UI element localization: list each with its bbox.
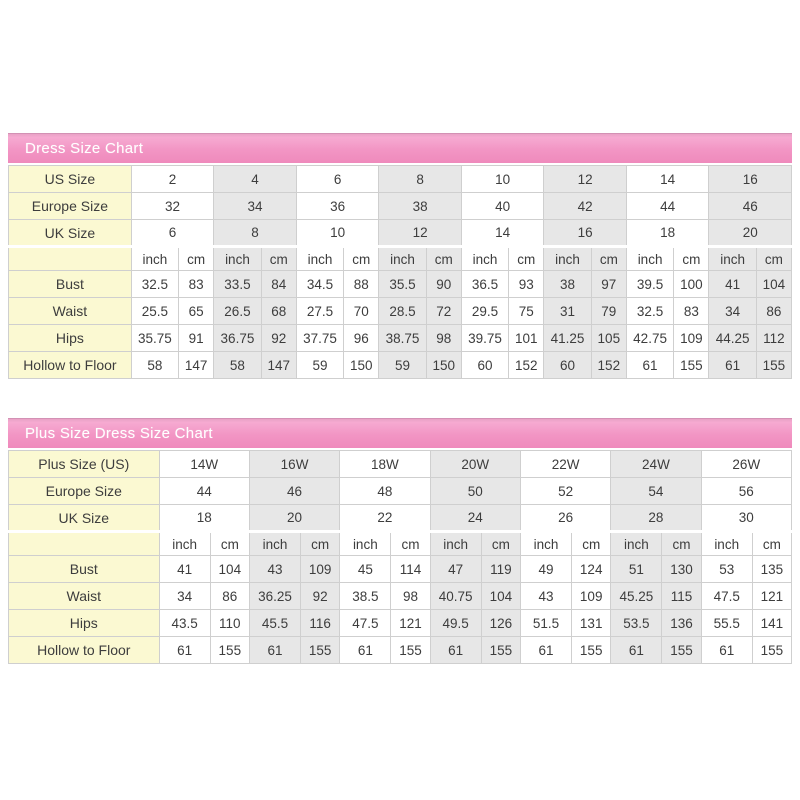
row-label: Hips — [9, 325, 132, 352]
size-value-cell: 10 — [296, 220, 379, 247]
row-label: Bust — [9, 271, 132, 298]
unit-header-cell: inch — [340, 532, 391, 556]
measurement-inch-cell: 47.5 — [701, 583, 752, 610]
size-value-cell: 16 — [544, 220, 627, 247]
size-value-cell: 50 — [430, 478, 520, 505]
size-value-cell: 54 — [611, 478, 701, 505]
measurement-cm-cell: 155 — [674, 352, 709, 379]
measurement-inch-cell: 44.25 — [709, 325, 756, 352]
size-table — [8, 450, 792, 664]
size-value-cell: 6 — [131, 220, 214, 247]
measurement-inch-cell: 58 — [214, 352, 261, 379]
measurement-inch-cell: 34.5 — [296, 271, 343, 298]
unit-header-cell: cm — [662, 532, 701, 556]
unit-header-cell: cm — [426, 247, 461, 271]
measurement-inch-cell: 25.5 — [131, 298, 178, 325]
measurement-inch-cell: 61 — [430, 637, 481, 664]
size-value-cell: 18 — [159, 505, 249, 532]
row-label: UK Size — [9, 220, 132, 247]
measurement-cm-cell: 68 — [261, 298, 296, 325]
measurement-inch-cell: 45.25 — [611, 583, 662, 610]
size-value-cell: 26 — [520, 505, 610, 532]
measurement-inch-cell: 43 — [520, 583, 571, 610]
measurement-cm-cell: 136 — [662, 610, 701, 637]
measurement-cm-cell: 93 — [509, 271, 544, 298]
unit-header-cell: cm — [179, 247, 214, 271]
unit-header-cell: cm — [674, 247, 709, 271]
size-value-cell: 20 — [709, 220, 792, 247]
measurement-inch-cell: 42.75 — [626, 325, 673, 352]
size-value-cell: 12 — [379, 220, 462, 247]
size-value-cell: 38 — [379, 193, 462, 220]
measurement-inch-cell: 53.5 — [611, 610, 662, 637]
measurement-cm-cell: 109 — [572, 583, 611, 610]
measurement-cm-cell: 72 — [426, 298, 461, 325]
size-value-cell: 20W — [430, 451, 520, 478]
measurement-inch-cell: 33.5 — [214, 271, 261, 298]
row-label: Hollow to Floor — [9, 352, 132, 379]
measurement-cm-cell: 92 — [261, 325, 296, 352]
unit-header-cell: inch — [544, 247, 591, 271]
measurement-cm-cell: 155 — [572, 637, 611, 664]
measurement-cm-cell: 98 — [426, 325, 461, 352]
size-table — [8, 165, 792, 379]
measurement-inch-cell: 39.5 — [626, 271, 673, 298]
size-row — [9, 505, 792, 532]
unit-header-cell: inch — [249, 532, 300, 556]
measurement-cm-cell: 131 — [572, 610, 611, 637]
measurement-cm-cell: 152 — [591, 352, 626, 379]
measurement-inch-cell: 36.5 — [461, 271, 508, 298]
row-label: Europe Size — [9, 478, 160, 505]
size-value-cell: 46 — [709, 193, 792, 220]
measurement-inch-cell: 35.5 — [379, 271, 426, 298]
measurement-inch-cell: 61 — [159, 637, 210, 664]
plus-size-dress-size-chart — [8, 418, 792, 664]
measurement-inch-cell: 61 — [520, 637, 571, 664]
measurement-cm-cell: 84 — [261, 271, 296, 298]
measurement-row — [9, 298, 792, 325]
measurement-cm-cell: 86 — [210, 583, 249, 610]
measurement-cm-cell: 86 — [756, 298, 791, 325]
size-value-cell: 24 — [430, 505, 520, 532]
unit-header-cell: cm — [752, 532, 791, 556]
unit-header-cell: cm — [344, 247, 379, 271]
row-label: US Size — [9, 166, 132, 193]
size-value-cell: 34 — [214, 193, 297, 220]
measurement-inch-cell: 37.75 — [296, 325, 343, 352]
measurement-cm-cell: 100 — [674, 271, 709, 298]
measurement-inch-cell: 31 — [544, 298, 591, 325]
measurement-cm-cell: 155 — [210, 637, 249, 664]
chart-title-bar: Dress Size Chart — [8, 133, 792, 163]
measurement-cm-cell: 155 — [391, 637, 430, 664]
measurement-row — [9, 637, 792, 664]
measurement-inch-cell: 38.5 — [340, 583, 391, 610]
measurement-cm-cell: 90 — [426, 271, 461, 298]
unit-header-cell: inch — [214, 247, 261, 271]
unit-header-cell: inch — [296, 247, 343, 271]
measurement-cm-cell: 97 — [591, 271, 626, 298]
measurement-cm-cell: 147 — [261, 352, 296, 379]
measurement-inch-cell: 28.5 — [379, 298, 426, 325]
measurement-inch-cell: 35.75 — [131, 325, 178, 352]
measurement-inch-cell: 51 — [611, 556, 662, 583]
size-value-cell: 20 — [249, 505, 339, 532]
measurement-inch-cell: 51.5 — [520, 610, 571, 637]
size-value-cell: 40 — [461, 193, 544, 220]
measurement-inch-cell: 39.75 — [461, 325, 508, 352]
size-value-cell: 16 — [709, 166, 792, 193]
measurement-cm-cell: 96 — [344, 325, 379, 352]
measurement-cm-cell: 121 — [752, 583, 791, 610]
measurement-inch-cell: 61 — [701, 637, 752, 664]
measurement-inch-cell: 61 — [340, 637, 391, 664]
measurement-cm-cell: 112 — [756, 325, 791, 352]
size-value-cell: 44 — [159, 478, 249, 505]
unit-header-cell: inch — [611, 532, 662, 556]
units-row — [9, 247, 792, 271]
measurement-inch-cell: 45 — [340, 556, 391, 583]
size-value-cell: 12 — [544, 166, 627, 193]
measurement-cm-cell: 155 — [481, 637, 520, 664]
measurement-inch-cell: 38 — [544, 271, 591, 298]
measurement-inch-cell: 32.5 — [131, 271, 178, 298]
unit-header-cell: cm — [391, 532, 430, 556]
measurement-inch-cell: 26.5 — [214, 298, 261, 325]
measurement-cm-cell: 135 — [752, 556, 791, 583]
measurement-row — [9, 583, 792, 610]
measurement-inch-cell: 58 — [131, 352, 178, 379]
measurement-row — [9, 610, 792, 637]
size-value-cell: 18W — [340, 451, 430, 478]
measurement-inch-cell: 40.75 — [430, 583, 481, 610]
measurement-cm-cell: 88 — [344, 271, 379, 298]
size-value-cell: 16W — [249, 451, 339, 478]
measurement-row — [9, 325, 792, 352]
measurement-cm-cell: 75 — [509, 298, 544, 325]
measurement-inch-cell: 41 — [709, 271, 756, 298]
size-value-cell: 36 — [296, 193, 379, 220]
measurement-inch-cell: 43 — [249, 556, 300, 583]
unit-header-cell: inch — [159, 532, 210, 556]
size-value-cell: 14 — [626, 166, 709, 193]
unit-header-cell: inch — [520, 532, 571, 556]
measurement-cm-cell: 98 — [391, 583, 430, 610]
measurement-cm-cell: 101 — [509, 325, 544, 352]
row-label: Waist — [9, 583, 160, 610]
row-label: Bust — [9, 556, 160, 583]
measurement-inch-cell: 32.5 — [626, 298, 673, 325]
row-label: Plus Size (US) — [9, 451, 160, 478]
measurement-inch-cell: 47 — [430, 556, 481, 583]
size-value-cell: 14 — [461, 220, 544, 247]
measurement-inch-cell: 38.75 — [379, 325, 426, 352]
size-value-cell: 46 — [249, 478, 339, 505]
units-row — [9, 532, 792, 556]
size-value-cell: 4 — [214, 166, 297, 193]
measurement-cm-cell: 147 — [179, 352, 214, 379]
unit-header-cell: cm — [481, 532, 520, 556]
measurement-cm-cell: 152 — [509, 352, 544, 379]
measurement-inch-cell: 34 — [709, 298, 756, 325]
unit-header-cell: inch — [709, 247, 756, 271]
measurement-cm-cell: 70 — [344, 298, 379, 325]
measurement-cm-cell: 116 — [301, 610, 340, 637]
measurement-inch-cell: 27.5 — [296, 298, 343, 325]
measurement-cm-cell: 155 — [301, 637, 340, 664]
unit-header-cell: inch — [379, 247, 426, 271]
measurement-inch-cell: 61 — [709, 352, 756, 379]
row-label: UK Size — [9, 505, 160, 532]
measurement-inch-cell: 49.5 — [430, 610, 481, 637]
measurement-cm-cell: 155 — [756, 352, 791, 379]
measurement-inch-cell: 43.5 — [159, 610, 210, 637]
measurement-cm-cell: 155 — [662, 637, 701, 664]
measurement-cm-cell: 79 — [591, 298, 626, 325]
measurement-cm-cell: 115 — [662, 583, 701, 610]
size-row — [9, 166, 792, 193]
measurement-cm-cell: 124 — [572, 556, 611, 583]
measurement-row — [9, 556, 792, 583]
measurement-cm-cell: 130 — [662, 556, 701, 583]
measurement-inch-cell: 45.5 — [249, 610, 300, 637]
size-value-cell: 32 — [131, 193, 214, 220]
size-value-cell: 14W — [159, 451, 249, 478]
measurement-inch-cell: 61 — [611, 637, 662, 664]
measurement-cm-cell: 109 — [674, 325, 709, 352]
measurement-inch-cell: 36.25 — [249, 583, 300, 610]
size-value-cell: 48 — [340, 478, 430, 505]
measurement-cm-cell: 104 — [481, 583, 520, 610]
measurement-inch-cell: 59 — [296, 352, 343, 379]
measurement-inch-cell: 60 — [544, 352, 591, 379]
measurement-inch-cell: 41 — [159, 556, 210, 583]
size-value-cell: 8 — [214, 220, 297, 247]
size-value-cell: 22 — [340, 505, 430, 532]
unit-header-cell: cm — [591, 247, 626, 271]
measurement-cm-cell: 104 — [210, 556, 249, 583]
size-value-cell: 30 — [701, 505, 791, 532]
measurement-inch-cell: 41.25 — [544, 325, 591, 352]
size-value-cell: 42 — [544, 193, 627, 220]
measurement-cm-cell: 141 — [752, 610, 791, 637]
measurement-cm-cell: 121 — [391, 610, 430, 637]
measurement-cm-cell: 83 — [179, 271, 214, 298]
unit-header-cell: inch — [626, 247, 673, 271]
size-row — [9, 220, 792, 247]
row-label: Europe Size — [9, 193, 132, 220]
size-value-cell: 28 — [611, 505, 701, 532]
size-value-cell: 8 — [379, 166, 462, 193]
measurement-cm-cell: 110 — [210, 610, 249, 637]
chart-title-bar: Plus Size Dress Size Chart — [8, 418, 792, 448]
size-value-cell: 6 — [296, 166, 379, 193]
measurement-inch-cell: 47.5 — [340, 610, 391, 637]
size-value-cell: 52 — [520, 478, 610, 505]
unit-header-cell: cm — [756, 247, 791, 271]
measurement-inch-cell: 59 — [379, 352, 426, 379]
measurement-cm-cell: 126 — [481, 610, 520, 637]
measurement-inch-cell: 29.5 — [461, 298, 508, 325]
measurement-cm-cell: 91 — [179, 325, 214, 352]
measurement-cm-cell: 65 — [179, 298, 214, 325]
unit-header-cell: cm — [261, 247, 296, 271]
unit-header-cell: cm — [210, 532, 249, 556]
row-label: Hips — [9, 610, 160, 637]
size-value-cell: 22W — [520, 451, 610, 478]
measurement-cm-cell: 92 — [301, 583, 340, 610]
measurement-inch-cell: 61 — [249, 637, 300, 664]
measurement-inch-cell: 61 — [626, 352, 673, 379]
measurement-cm-cell: 104 — [756, 271, 791, 298]
size-row — [9, 478, 792, 505]
measurement-cm-cell: 114 — [391, 556, 430, 583]
measurement-cm-cell: 155 — [752, 637, 791, 664]
measurement-inch-cell: 36.75 — [214, 325, 261, 352]
measurement-cm-cell: 150 — [426, 352, 461, 379]
measurement-inch-cell: 55.5 — [701, 610, 752, 637]
row-label: Hollow to Floor — [9, 637, 160, 664]
size-value-cell: 2 — [131, 166, 214, 193]
unit-header-cell: inch — [701, 532, 752, 556]
measurement-cm-cell: 83 — [674, 298, 709, 325]
size-row — [9, 193, 792, 220]
dress-size-chart — [8, 133, 792, 379]
row-label: Waist — [9, 298, 132, 325]
measurement-inch-cell: 60 — [461, 352, 508, 379]
measurement-inch-cell: 49 — [520, 556, 571, 583]
unit-header-cell: inch — [131, 247, 178, 271]
size-value-cell: 26W — [701, 451, 791, 478]
size-value-cell: 56 — [701, 478, 791, 505]
unit-header-cell: inch — [461, 247, 508, 271]
unit-header-cell: inch — [430, 532, 481, 556]
measurement-cm-cell: 150 — [344, 352, 379, 379]
row-label-empty — [9, 247, 132, 271]
size-value-cell: 10 — [461, 166, 544, 193]
unit-header-cell: cm — [301, 532, 340, 556]
measurement-row — [9, 352, 792, 379]
size-value-cell: 44 — [626, 193, 709, 220]
size-value-cell: 24W — [611, 451, 701, 478]
measurement-cm-cell: 105 — [591, 325, 626, 352]
size-row — [9, 451, 792, 478]
measurement-inch-cell: 53 — [701, 556, 752, 583]
measurement-row — [9, 271, 792, 298]
unit-header-cell: cm — [572, 532, 611, 556]
measurement-cm-cell: 119 — [481, 556, 520, 583]
unit-header-cell: cm — [509, 247, 544, 271]
measurement-inch-cell: 34 — [159, 583, 210, 610]
row-label-empty — [9, 532, 160, 556]
size-value-cell: 18 — [626, 220, 709, 247]
measurement-cm-cell: 109 — [301, 556, 340, 583]
